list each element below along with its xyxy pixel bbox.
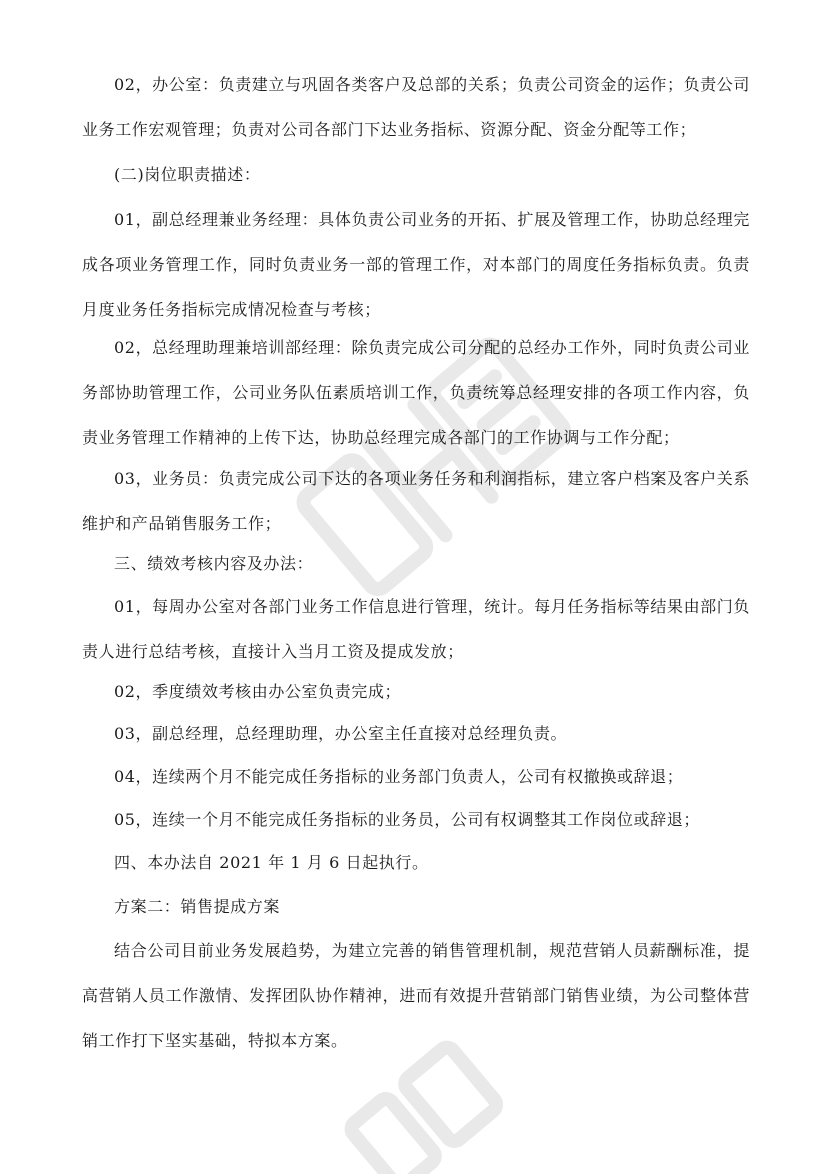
- paragraph-gm-assistant: 02，总经理助理兼培训部经理：除负责完成公司分配的总经办工作外，同时负责公司业务部协助管理工作，公司业务队伍素质培训工作，负责统筹总经理安排的各项工作内容，负责业务管理工作精神的上传下达，协助总经理完成各部门的工作协调与工作分配；: [82, 338, 750, 447]
- paragraph-effective-date: 四、本办法自 2021 年 1 月 6 日起执行。: [114, 853, 429, 872]
- section-heading-performance: 三、绩效考核内容及办法：: [114, 554, 314, 573]
- paragraph-plan-intro: 结合公司目前业务发展趋势，为建立完善的销售管理机制，规范营销人员薪酬标准，提高营销人员工作激情、发挥团队协作精神，进而有效提升营销部门销售业绩，为公司整体营销工作打下坚实基础，特拟本方案。: [82, 941, 750, 1050]
- paragraph-salesperson: 03，业务员：负责完成公司下达的各项业务任务和利润指标，建立客户档案及客户关系维护和产品销售服务工作；: [82, 469, 750, 533]
- paragraph-deputy-gm: 01，副总经理兼业务经理：具体负责公司业务的开拓、扩展及管理工作，协助总经理完成各项业务管理工作，同时负责业务一部的管理工作，对本部门的周度任务指标负责。负责月度业务任务指标完成情况检查与考核；: [82, 210, 750, 319]
- paragraph-reporting-line: 03，副总经理，总经理助理，办公室主任直接对总经理负责。: [114, 724, 568, 743]
- paragraph-salesperson-dismissal: 05，连续一个月不能完成任务指标的业务员，公司有权调整其工作岗位或辞退；: [114, 810, 700, 829]
- paragraph-dept-head-dismissal: 04，连续两个月不能完成任务指标的业务部门负责人，公司有权撤换或辞退；: [114, 767, 684, 786]
- paragraph-office-duties: 02，办公室：负责建立与巩固各类客户及总部的关系；负责公司资金的运作；负责公司业务工作宏观管理；负责对公司各部门下达业务指标、资源分配、资金分配等工作；: [82, 75, 750, 139]
- paragraph-quarterly-review: 02，季度绩效考核由办公室负责完成；: [114, 682, 402, 701]
- section-heading-plan-two: 方案二：销售提成方案: [114, 897, 281, 916]
- section-heading-job-descriptions: (二)岗位职责描述：: [114, 165, 261, 184]
- paragraph-weekly-management: 01，每周办公室对各部门业务工作信息进行管理，统计。每月任务指标等结果由部门负责人进行总结考核，直接计入当月工资及提成发放；: [82, 597, 750, 661]
